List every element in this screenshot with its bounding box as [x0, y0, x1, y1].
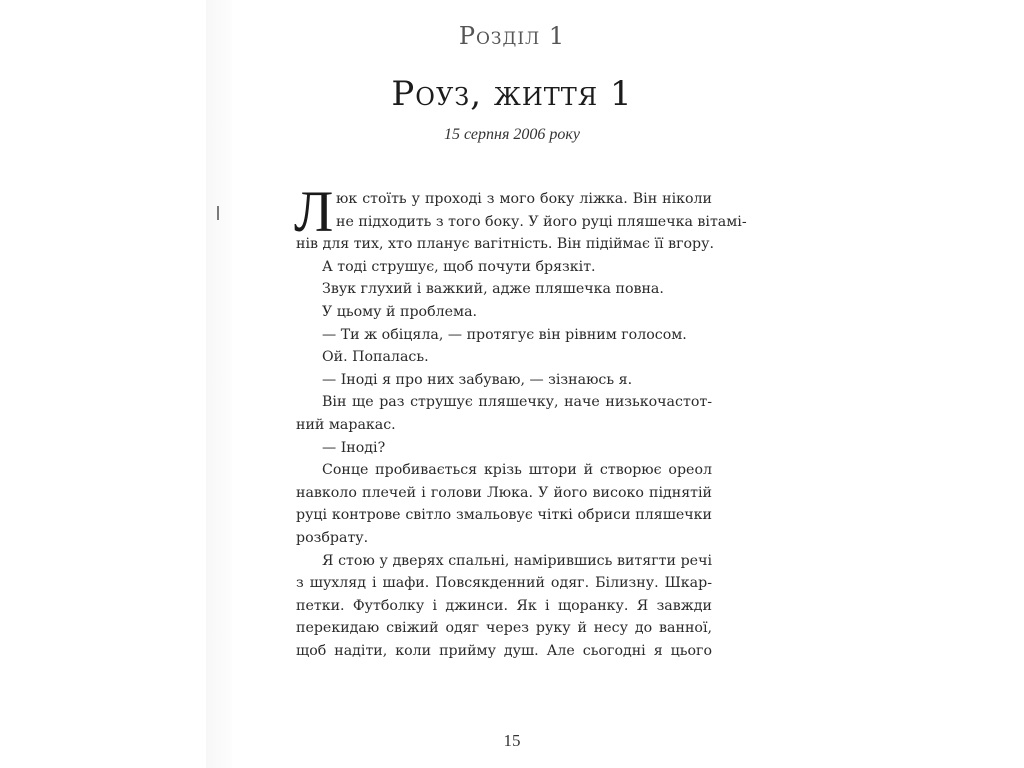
first-paragraph — [294, 179, 747, 256]
text-line: юк стоїть у проході з мого боку ліжка. Він ніколи — [336, 191, 712, 207]
text-line: Сонце пробивається крізь штори й створює ореол — [322, 462, 712, 479]
text-line: Звук глухий і важкий, адже пляшечка повна. — [322, 281, 664, 298]
page-number: 15 — [503, 731, 521, 750]
text-line: навколо плечей і голови Люка. У його високо піднятій — [296, 484, 712, 501]
paragraph-lines — [296, 256, 712, 663]
text-line: — Ти ж обіцяла, — протягує він рівним голосом. — [322, 326, 687, 343]
text-line: — Іноді? — [322, 439, 386, 456]
drop-cap: Л — [294, 179, 334, 244]
text-line: перекидаю свіжий одяг через руку й несу до ванної, — [296, 620, 712, 637]
text-line: — Іноді я про них забуваю, — зізнаюсь я. — [322, 371, 633, 388]
text-line: Я стою у дверях спальні, намірившись витягти речі — [322, 552, 712, 569]
text-line: ний маракас. — [296, 416, 396, 433]
text-line: не підходить з того боку. У його руці пляшечка вітамі- — [336, 213, 747, 230]
text-line: руці контрове світло змальовує чіткі обриси пляшечки — [296, 507, 712, 524]
chapter-title: Роуз, життя 1 — [391, 74, 633, 114]
text-line: У цьому й проблема. — [322, 303, 478, 320]
chapter-date: 15 серпня 2006 року — [444, 126, 580, 143]
text-line: Ой. Попалась. — [322, 349, 429, 366]
page-edge-mark — [217, 206, 219, 220]
text-line: Він ще раз струшує пляшечку, наче низькочастот- — [322, 394, 712, 411]
chapter-label: Розділ 1 — [458, 22, 566, 50]
text-line: розбрату. — [296, 529, 369, 546]
page-gutter-shadow — [206, 0, 232, 768]
text-line: А тоді струшує, щоб почути брязкіт. — [322, 258, 596, 275]
body-text — [294, 179, 747, 662]
text-line: щоб надіти, коли прийму душ. Але сьогодні я цього — [296, 642, 712, 659]
text-line: з шухляд і шафи. Повсякденний одяг. Білизну. Шкар- — [296, 575, 712, 592]
text-line: нів для тих, хто планує вагітність. Він підіймає її вгору. — [296, 236, 714, 253]
text-line: петки. Футболку і джинси. Як і щоранку. Я завжди — [296, 597, 712, 614]
